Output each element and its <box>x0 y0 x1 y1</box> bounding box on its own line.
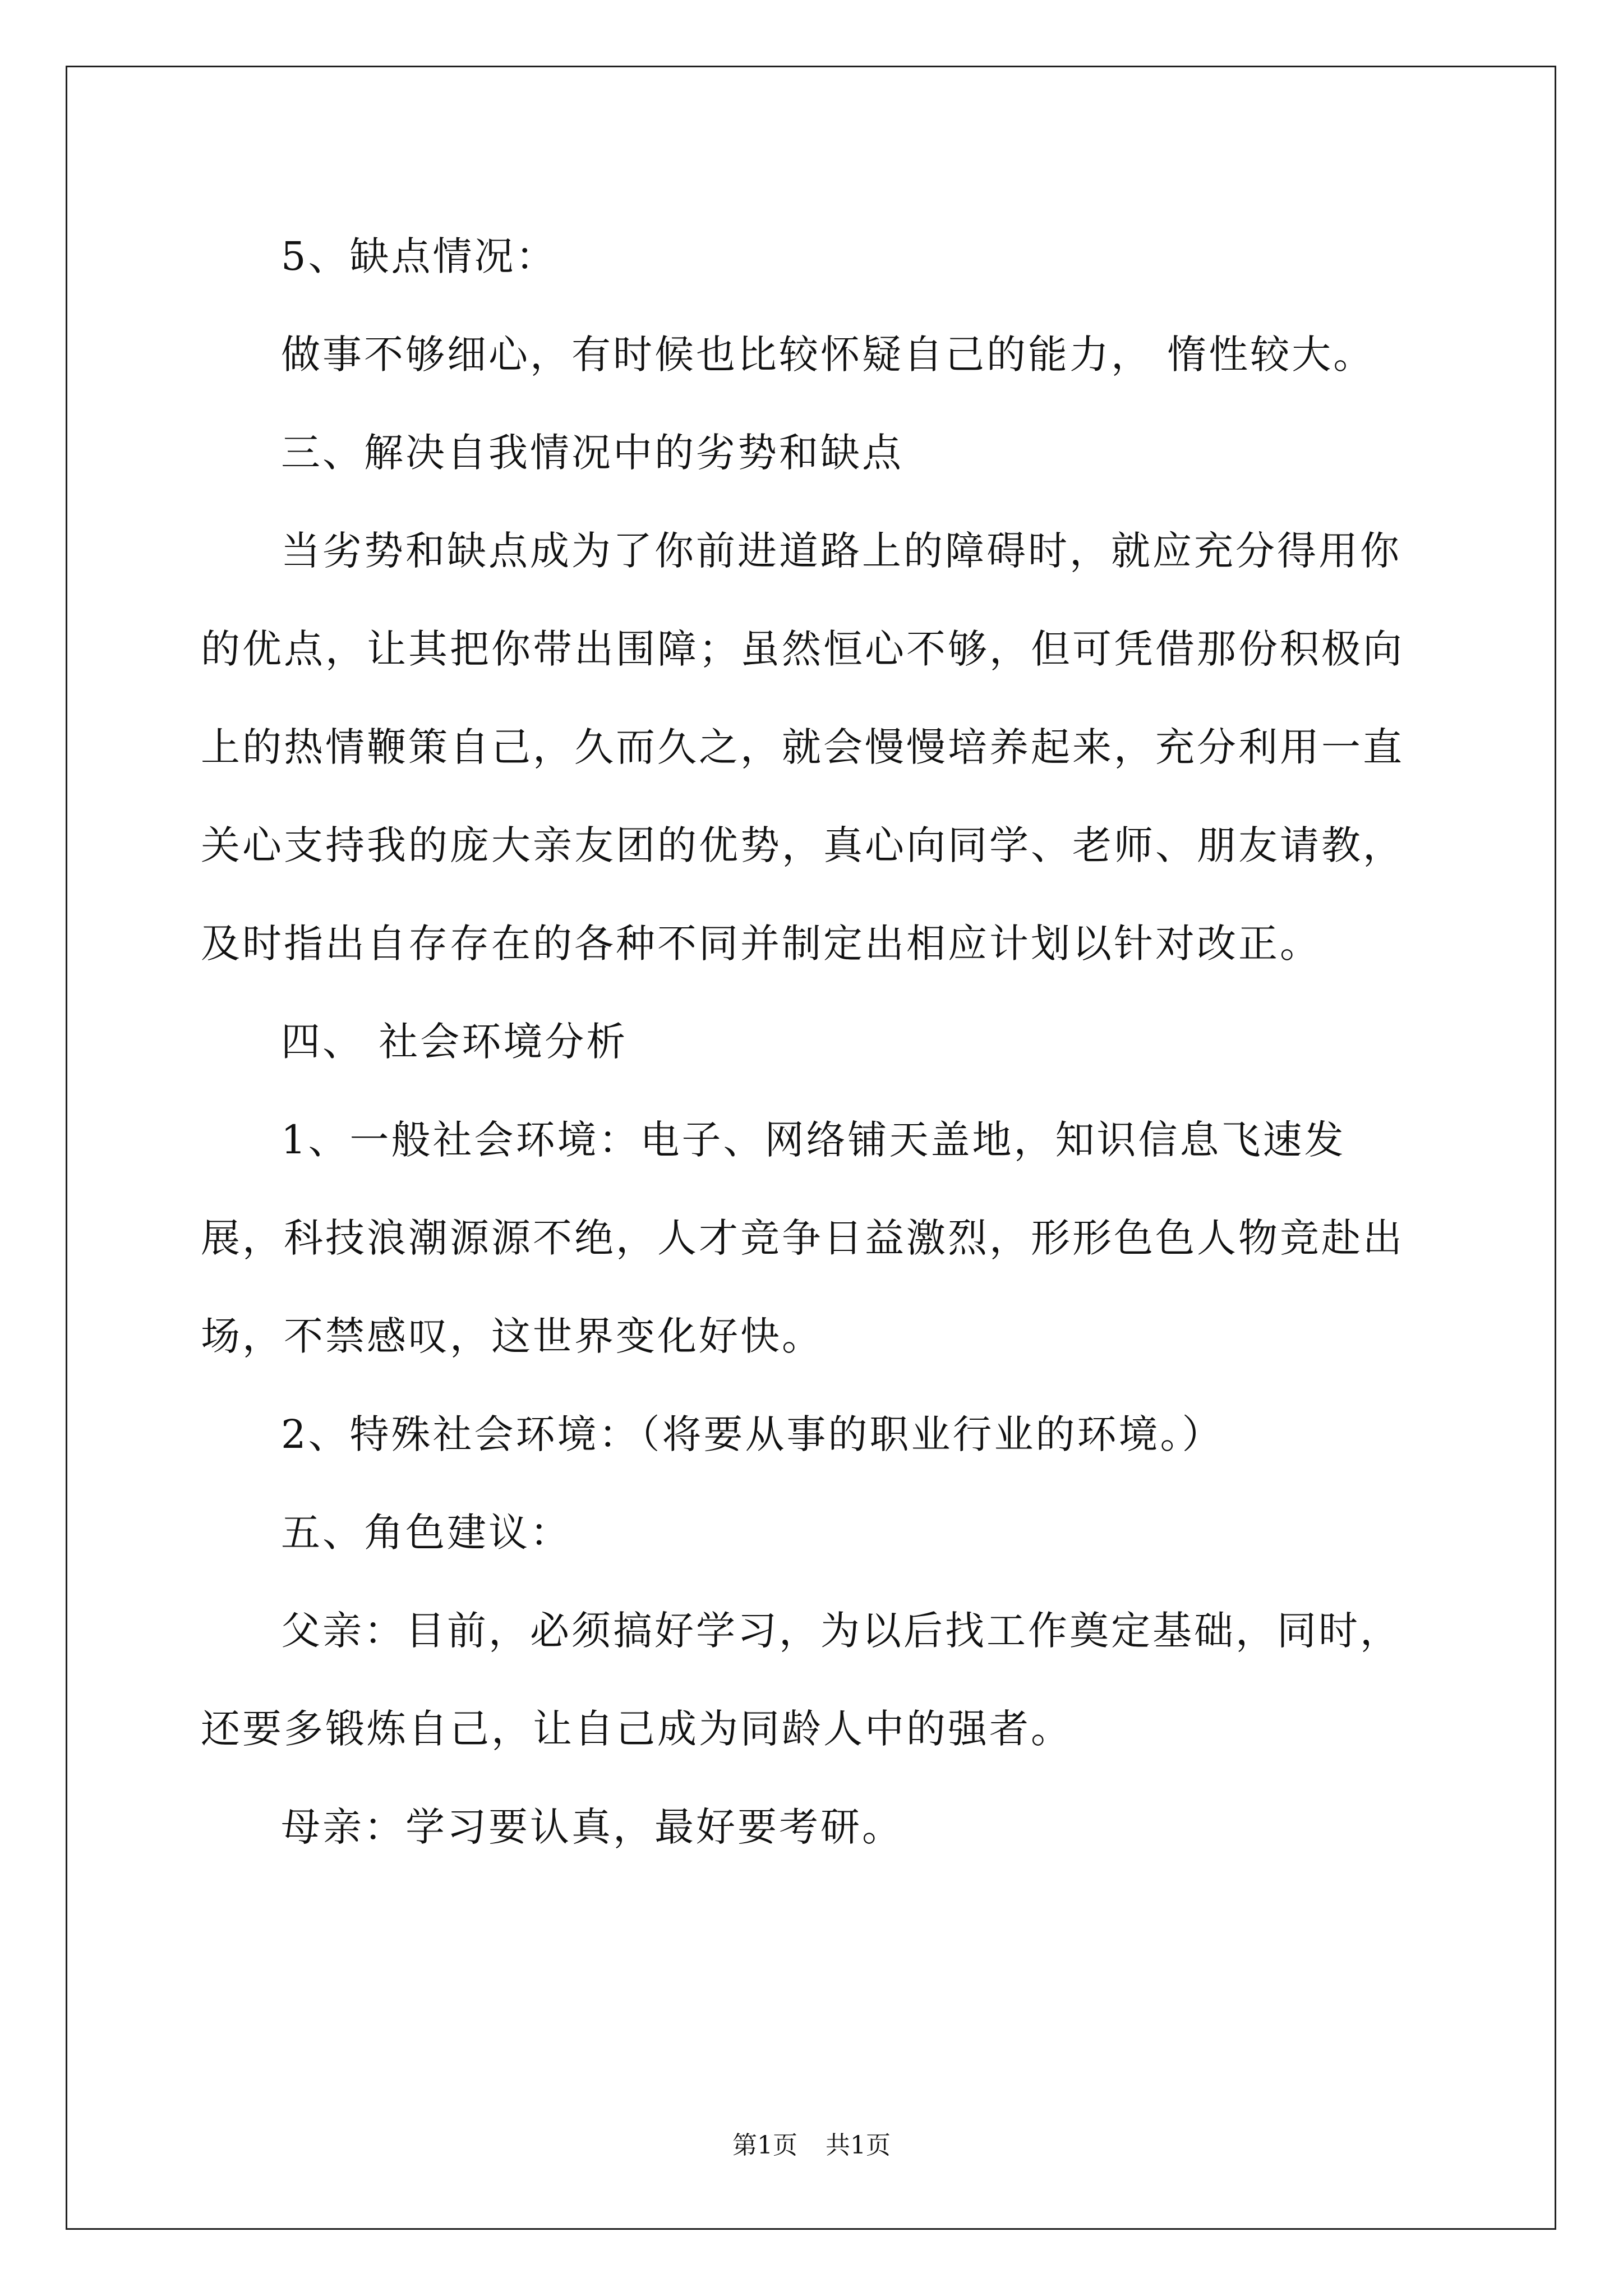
page-number-total: 共1页 <box>826 2131 891 2160</box>
section-heading: 四、 社会环境分析 <box>281 1019 628 1065</box>
paragraph: 母亲：学习要认真，最好要考研。 <box>281 1804 903 1850</box>
document-body <box>201 208 1423 1876</box>
paragraph: 5、缺点情况： <box>281 233 557 279</box>
page-footer <box>0 2129 1623 2162</box>
section-heading: 五、角色建议： <box>281 1510 571 1556</box>
paragraph: 父亲：目前，必须搞好学习，为以后找工作奠定基础，同时，还要多锻炼自己，让自己成为同龄人中的强者。 <box>201 1608 1401 1752</box>
section-heading: 三、解决自我情况中的劣势和缺点 <box>281 430 903 476</box>
paragraph: 2、特殊社会环境：（将要从事的职业行业的环境。） <box>281 1411 1224 1457</box>
page-number-current: 第1页 <box>732 2131 797 2160</box>
paragraph: 当劣势和缺点成为了你前进道路上的障碍时，就应充分得用你的优点，让其把你带出围障；虽然恒心不够，但可凭借那份积极向上的热情鞭策自己，久而久之，就会慢慢培养起来，充分利用一直关心支持我的庞大亲友团的优势，真心向同学、老师、朋友请教，及时指出自存存在的各种不同并制定出相应计划以针对改正。 <box>201 528 1404 967</box>
paragraph: 1、一般社会环境：电子、网络铺天盖地，知识信息飞速发展，科技浪潮源源不绝，人才竞争日益激烈，形形色色人物竞赴出场，不禁感叹，这世界变化好快。 <box>201 1117 1404 1359</box>
paragraph: 做事不够细心，有时候也比较怀疑自己的能力， 惰性较大。 <box>281 332 1375 378</box>
